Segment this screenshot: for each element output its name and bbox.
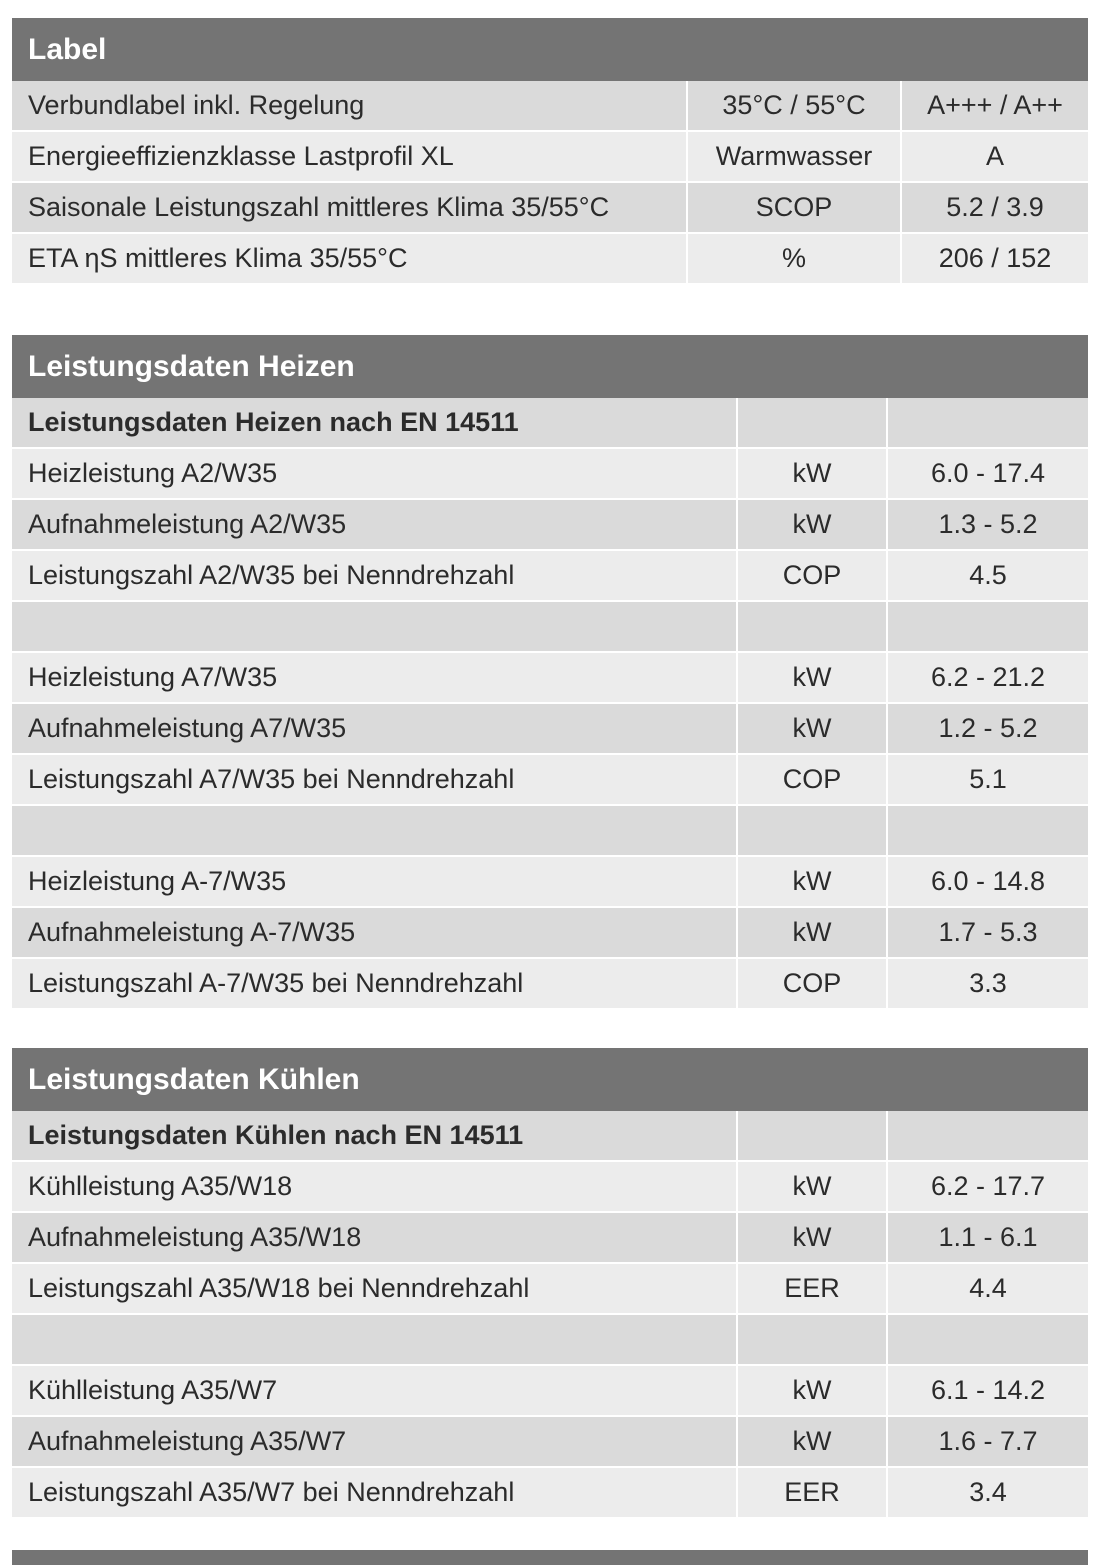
kuehlen-subtitle: Leistungsdaten Kühlen nach EN 14511 [28, 1120, 524, 1150]
subheader-row [12, 1111, 1088, 1162]
row-name: Verbundlabel inkl. Regelung [28, 90, 365, 120]
row-unit: kW [736, 1162, 886, 1211]
row-value: A+++ / A++ [900, 81, 1088, 130]
table-row [12, 1264, 1088, 1315]
table-row [12, 132, 1088, 183]
row-unit: % [686, 234, 900, 283]
row-value: 3.3 [886, 959, 1088, 1008]
row-value: 1.3 - 5.2 [886, 500, 1088, 549]
row-name: Aufnahmeleistung A35/W18 [28, 1222, 362, 1252]
row-name: Leistungszahl A35/W7 bei Nenndrehzahl [28, 1477, 515, 1507]
heizen-section-header: Leistungsdaten Heizen [12, 335, 1088, 398]
row-unit: kW [736, 500, 886, 549]
row-name: Aufnahmeleistung A35/W7 [28, 1426, 347, 1456]
row-name: ETA ηS mittleres Klima 35/55°C [28, 243, 408, 273]
table-row [12, 959, 1088, 1008]
table-row [12, 1417, 1088, 1468]
spacer-row [12, 602, 1088, 653]
label-section-header: Label [12, 18, 1088, 81]
row-unit [736, 398, 886, 447]
row-unit: 35°C / 55°C [686, 81, 900, 130]
row-value [886, 1111, 1088, 1160]
table-row [12, 1468, 1088, 1517]
row-value: 1.1 - 6.1 [886, 1213, 1088, 1262]
row-name: Aufnahmeleistung A2/W35 [28, 509, 347, 539]
subheader-row [12, 398, 1088, 449]
row-name [12, 1315, 736, 1364]
row-name [12, 806, 736, 855]
row-value: 6.0 - 17.4 [886, 449, 1088, 498]
row-unit: kW [736, 653, 886, 702]
row-name: Heizleistung A7/W35 [28, 662, 278, 692]
row-unit: kW [736, 449, 886, 498]
table-row [12, 1366, 1088, 1417]
row-unit: EER [736, 1468, 886, 1517]
row-name: Leistungszahl A-7/W35 bei Nenndrehzahl [28, 968, 524, 998]
next-section-header [12, 1550, 1088, 1565]
row-value: 1.6 - 7.7 [886, 1417, 1088, 1466]
row-name: Heizleistung A-7/W35 [28, 866, 287, 896]
table-row [12, 1213, 1088, 1264]
row-name: Aufnahmeleistung A-7/W35 [28, 917, 356, 947]
row-unit: COP [736, 755, 886, 804]
row-value [886, 398, 1088, 447]
row-name: Energieeffizienzklasse Lastprofil XL [28, 141, 454, 171]
table-row [12, 81, 1088, 132]
table-row [12, 551, 1088, 602]
spacer-row [12, 1315, 1088, 1366]
row-unit [736, 1111, 886, 1160]
row-unit: Warmwasser [686, 132, 900, 181]
row-value: 4.4 [886, 1264, 1088, 1313]
table-row [12, 857, 1088, 908]
table-row [12, 449, 1088, 500]
kuehlen-section [12, 1048, 1088, 1517]
row-name: Leistungszahl A7/W35 bei Nenndrehzahl [28, 764, 515, 794]
row-unit: kW [736, 908, 886, 957]
table-row [12, 1162, 1088, 1213]
row-value: 5.1 [886, 755, 1088, 804]
table-row [12, 500, 1088, 551]
row-name: Aufnahmeleistung A7/W35 [28, 713, 347, 743]
row-value [886, 1315, 1088, 1364]
row-value: 5.2 / 3.9 [900, 183, 1088, 232]
row-unit: kW [736, 704, 886, 753]
row-value: 1.2 - 5.2 [886, 704, 1088, 753]
row-unit: COP [736, 959, 886, 1008]
row-unit [736, 602, 886, 651]
row-name: Heizleistung A2/W35 [28, 458, 278, 488]
row-value: 6.1 - 14.2 [886, 1366, 1088, 1415]
row-unit: kW [736, 1417, 886, 1466]
row-value: 6.2 - 17.7 [886, 1162, 1088, 1211]
row-unit: kW [736, 857, 886, 906]
row-value: 1.7 - 5.3 [886, 908, 1088, 957]
row-unit [736, 806, 886, 855]
row-name: Kühlleistung A35/W7 [28, 1375, 278, 1405]
row-value: 6.2 - 21.2 [886, 653, 1088, 702]
table-row [12, 653, 1088, 704]
row-name: Kühlleistung A35/W18 [28, 1171, 293, 1201]
table-row [12, 183, 1088, 234]
row-value: 206 / 152 [900, 234, 1088, 283]
row-unit [736, 1315, 886, 1364]
row-unit: COP [736, 551, 886, 600]
row-value: 3.4 [886, 1468, 1088, 1517]
table-row [12, 908, 1088, 959]
table-row [12, 234, 1088, 283]
row-value: 4.5 [886, 551, 1088, 600]
row-value: 6.0 - 14.8 [886, 857, 1088, 906]
row-name [12, 602, 736, 651]
label-section [12, 18, 1088, 283]
row-value [886, 806, 1088, 855]
row-name: Leistungszahl A35/W18 bei Nenndrehzahl [28, 1273, 530, 1303]
row-unit: kW [736, 1213, 886, 1262]
row-unit: EER [736, 1264, 886, 1313]
row-value [886, 602, 1088, 651]
row-name: Leistungszahl A2/W35 bei Nenndrehzahl [28, 560, 515, 590]
kuehlen-section-header: Leistungsdaten Kühlen [12, 1048, 1088, 1111]
heizen-subtitle: Leistungsdaten Heizen nach EN 14511 [28, 407, 519, 437]
spacer-row [12, 806, 1088, 857]
table-row [12, 704, 1088, 755]
row-unit: SCOP [686, 183, 900, 232]
row-value: A [900, 132, 1088, 181]
table-row [12, 755, 1088, 806]
row-name: Saisonale Leistungszahl mittleres Klima 35/55°C [28, 192, 610, 222]
heizen-section [12, 335, 1088, 1008]
row-unit: kW [736, 1366, 886, 1415]
